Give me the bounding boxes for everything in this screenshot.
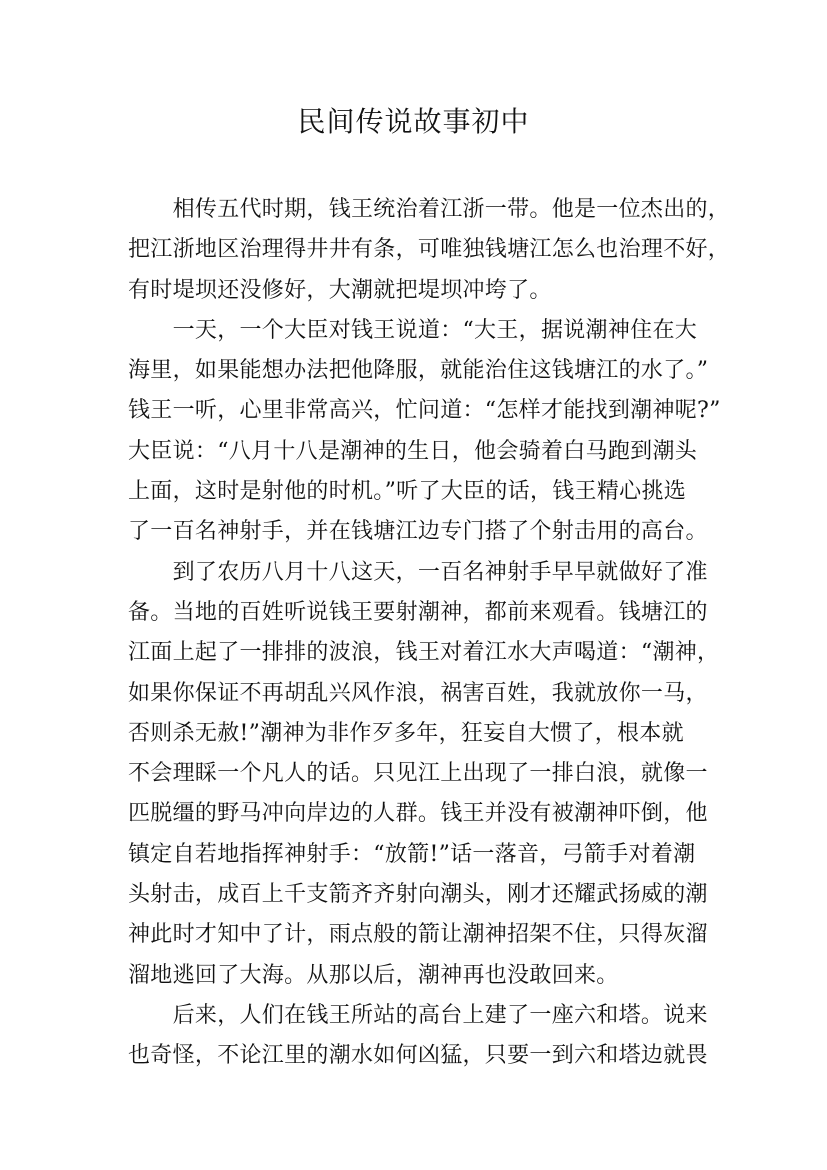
text-line: 到了农历八月十八这天，一百名神射手早早就做好了准 [128,559,708,585]
text-line: 头射击，成百上千支箭齐齐射向潮头，刚才还耀武扬威的潮 [128,882,708,908]
paragraph-3 [128,553,720,996]
text-line: 不会理睬一个凡人的话。只见江上出现了一排白浪，就像一 [128,761,708,787]
text-line: 神此时才知中了计，雨点般的箭让潮神招架不住，只得灰溜 [128,922,708,948]
text-line: 后来，人们在钱王所站的高台上建了一座六和塔。说来 [128,1002,708,1028]
text-line: 也奇怪，不论江里的潮水如何凶猛，只要一到六和塔边就畏 [128,1043,708,1069]
text-line: 如果你保证不再胡乱兴风作浪，祸害百姓，我就放你一马， [128,680,708,706]
paragraph-2 [128,311,721,553]
text-line: 溜地逃回了大海。从那以后，潮神再也没敢回来。 [128,962,619,988]
text-line: 了一百名神射手，并在钱塘江边专门搭了个射击用的高台。 [128,519,708,545]
text-line: 否则杀无赦!”潮神为非作歹多年，狂妄自大惯了，根本就 [128,720,684,746]
text-line: 大臣说：“八月十八是潮神的生日，他会骑着白马跑到潮头 [128,438,698,464]
text-line: 钱王一听，心里非常高兴，忙问道：“怎样才能找到潮神呢?” [128,398,721,424]
text-line: 把江浙地区治理得井井有条，可唯独钱塘江怎么也治理不好， [128,237,731,263]
text-line: 江面上起了一排排的波浪，钱王对着江水大声喝道：“潮神， [128,640,720,666]
text-line: 上面，这时是射他的时机。”听了大臣的话，钱王精心挑选 [128,479,687,505]
text-line: 一天，一个大臣对钱王说道：“大王，据说潮神住在大 [128,317,698,343]
document-title: 民间传说故事初中 [297,105,530,138]
paragraph-4 [128,996,708,1077]
text-line: 匹脱缰的野马冲向岸边的人群。钱王并没有被潮神吓倒，他 [128,801,708,827]
document-body [128,190,731,1077]
text-line: 备。当地的百姓听说钱王要射潮神，都前来观看。钱塘江的 [128,599,708,625]
text-line: 镇定自若地指挥神射手：“放箭!”话一落音，弓箭手对着潮 [128,841,696,867]
text-line: 海里，如果能想办法把他降服，就能治住这钱塘江的水了。” [128,358,709,384]
paragraph-1 [128,190,731,311]
text-line: 相传五代时期，钱王统治着江浙一带。他是一位杰出的， [128,197,731,222]
text-line: 有时堤坝还没修好，大潮就把堤坝冲垮了。 [128,277,552,303]
